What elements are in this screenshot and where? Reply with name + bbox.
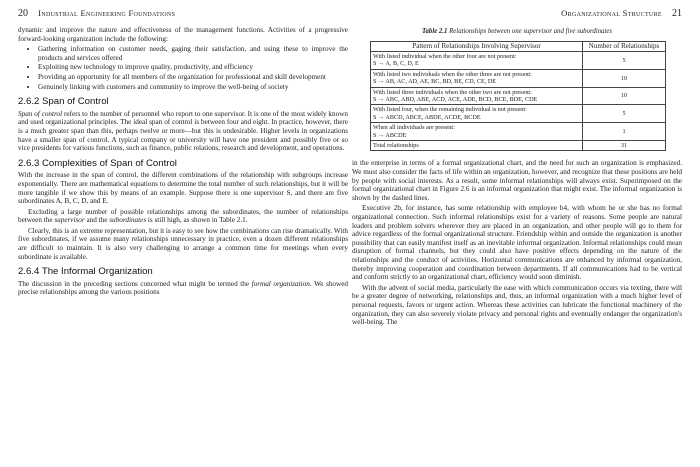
table-cell: 1 bbox=[583, 123, 666, 141]
cell-text: Total relationships bbox=[373, 142, 419, 150]
page-number: 20 bbox=[18, 8, 28, 19]
cell-text: S → ABC, ABD, ABE, ACD, ACE, ADE, BCD, BCE, BDE, CDE bbox=[373, 96, 538, 104]
left-page-body bbox=[18, 26, 348, 299]
right-page-header bbox=[352, 6, 682, 20]
table-row bbox=[371, 87, 666, 105]
paragraph bbox=[18, 280, 348, 297]
cell-text: S → ABCD, ABCE, ABDE, ACDE, BCDE bbox=[373, 113, 481, 121]
paragraph bbox=[18, 110, 348, 153]
column-header: Number of Relationships bbox=[583, 41, 666, 51]
section-heading-informal: 2.6.4 The Informal Organization bbox=[18, 266, 153, 278]
cell-text: S → AB, AC, AD, AE, BC, BD, BE, CD, CE, DE bbox=[373, 78, 497, 86]
table-row bbox=[371, 52, 666, 70]
cell-text: With listed three individuals when the other two are not present: bbox=[373, 88, 532, 96]
cell-text: S → ABCDE bbox=[373, 131, 407, 139]
paragraph bbox=[18, 208, 348, 225]
term: subordinates bbox=[109, 216, 147, 225]
cell-text: With listed individual when the other four are not present: bbox=[373, 53, 517, 60]
paragraph: Clearly, this is an extreme representation, but it is easy to see how the combinations can rise dramatically. With five subordinates, if we assume many relationships unnecessary in practice, even a dozen different relationships are difficult to maintain. It is also very challenging to arrange a common time for meetings when every subordinate is available. bbox=[18, 226, 348, 261]
table-cell: 5 bbox=[583, 105, 666, 123]
table-caption bbox=[352, 28, 682, 37]
list-item: • Gathering information on customer needs, gaging their satisfaction, and using these to improve the products and services offered bbox=[38, 45, 348, 62]
running-head: Industrial Engineering Foundations bbox=[38, 8, 176, 18]
paragraph: Executive 2b, for instance, has some relationship with employee b4, with whom he or she has no formal organizational connection. Such informal relationships exist for a variety of reasons. Some people are natural leaders and problem solvers wherever they are placed in an organization, and other people will go to them for advice regardless of the formal organizational structure. Friendship within and outside the organization is another possibility that can easily manifest itself as an inevitable informal organization. Informal relationships could mean disruption of formal channels, but they could also have positive effects depending on the nature of the relationships and the conduct of activities. Horizontal communications are enhanced by informal organization, thereby improving cooperation and coordination between departments. If all communications had to be vertical and conform strictly to an organizational chart, efficiency would soon diminish. bbox=[352, 204, 682, 282]
list-item: • Exploiting new technology to improve quality, productivity, and efficiency bbox=[38, 63, 348, 72]
page-number: 21 bbox=[672, 8, 682, 19]
term: Span of control bbox=[18, 109, 63, 118]
table-cell: 5 bbox=[583, 52, 666, 70]
paragraph: in the enterprise in terms of a formal organizational chart, and the need for such an organization is emphasized. We must also consider the facts of life within an organization, however, and recognize that these positions are held by people with social interests. As a result, some informal relationships will always exist. Superimposed on the formal organizational chart in Figure 2.6 is an informal organization that might exist. The informal organization is shown by the dashed lines. bbox=[352, 159, 682, 202]
table-cell bbox=[371, 52, 583, 70]
table-cell bbox=[371, 69, 583, 87]
intro-paragraph: dynamic and improve the nature and effectiveness of the management functions. Activities of a progressive forward-looking organization include the following: bbox=[18, 26, 348, 43]
left-page-header bbox=[18, 6, 348, 20]
table-cell: 10 bbox=[583, 69, 666, 87]
list-item: • Genuinely linking with customers and community to improve the well-being of society bbox=[38, 83, 348, 92]
paragraph-text: The discussion in the preceding sections concerned what might be termed the bbox=[18, 279, 252, 288]
table-label: Table 2.1 bbox=[422, 28, 448, 35]
section-heading-span-of-control: 2.6.2 Span of Control bbox=[18, 96, 109, 108]
cell-text: S → A, B, C, D, E bbox=[373, 60, 419, 68]
paragraph-text: refers to the number of personnel who report to one supervisor. It is one of the most widely known and used organizational principles. The ideal span of control is between four and eight. In practice, however, there is a much greater span than this, perhaps twelve or more—but this is undesirable. Higher levels in organizations have a smaller span of control. A typical company or university will have one president and possibly five or so vice presidents for various functions, such as finance, public relations, research and development, and operations. bbox=[18, 109, 348, 153]
relationships-table bbox=[370, 41, 666, 152]
cell-text: With listed four, when the remaining individual is not present: bbox=[373, 106, 527, 114]
table-row bbox=[371, 69, 666, 87]
table-row-total bbox=[371, 141, 666, 151]
paragraph: With the advent of social media, particularly the ease with which communication occurs via texting, there will be a greater degree of networking, relationships and, thus, an informal organization with a much higher level of personal requests, favors or urgent action. Whereas these activities can lubricate the functional machinery of the organization, they can also severely violate privacy and personal rights and eventually endanger the organization's well-being. The bbox=[352, 283, 682, 327]
right-page-body bbox=[352, 24, 682, 329]
table-cell bbox=[371, 123, 583, 141]
term: supervisor bbox=[54, 216, 85, 225]
running-head: Organizational Structure bbox=[561, 8, 662, 18]
paragraph: With the increase in the span of control, the different combinations of the relationship with subgroups increase exponentially. There are mathematical equations to determine the total number of such relationships, but it will be more tangible if we show this by means of an example. Suppose there is one supervisor S, and there are five subordinates A, B, C, D, and E. bbox=[18, 171, 348, 206]
table-row bbox=[371, 105, 666, 123]
activities-list bbox=[18, 45, 348, 91]
column-header: Pattern of Relationships Involving Supervisor bbox=[371, 41, 583, 51]
cell-text: With listed two individuals when the other three are not present: bbox=[373, 70, 532, 78]
section-heading-complexities: 2.6.3 Complexities of Span of Control bbox=[18, 157, 177, 169]
term: formal organization. bbox=[251, 279, 312, 288]
list-item: • Providing an opportunity for all members of the organization for professional and skill development bbox=[38, 73, 348, 82]
paragraph-text: and the bbox=[84, 216, 110, 225]
cell-text: When all individuals are present: bbox=[373, 124, 455, 132]
table-cell bbox=[371, 141, 583, 151]
right-page bbox=[352, 0, 682, 467]
left-page bbox=[18, 0, 348, 467]
paragraph-text: Excluding a large number of possible relationships among the subordinates, the number of relationships between the bbox=[18, 207, 348, 225]
table-cell: 10 bbox=[583, 87, 666, 105]
table-cell bbox=[371, 105, 583, 123]
table-cell: 31 bbox=[583, 141, 666, 151]
table-header-row bbox=[371, 41, 666, 51]
table-row bbox=[371, 123, 666, 141]
table-caption-text: Relationships between one supervisor and five subordinates bbox=[447, 28, 612, 35]
paragraph-text: is still high, as shown in Table 2.1. bbox=[146, 216, 248, 225]
table-cell bbox=[371, 87, 583, 105]
paragraph-text: We showed precise relationships among the various positions bbox=[18, 279, 348, 297]
